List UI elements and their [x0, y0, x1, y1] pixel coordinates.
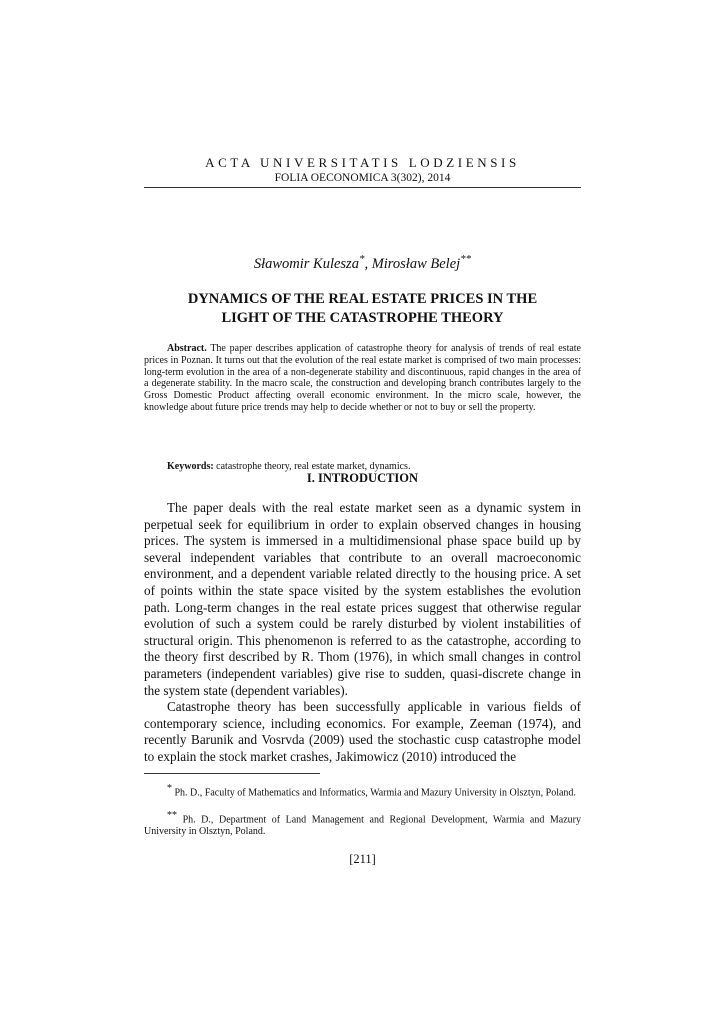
- abstract-label: Abstract.: [167, 343, 207, 354]
- footnote-rule: [144, 773, 320, 774]
- keywords-text: catastrophe theory, real estate market, dynamics.: [213, 461, 411, 472]
- section-heading: I. INTRODUCTION: [306, 471, 419, 485]
- header-rule: [144, 187, 581, 188]
- author-2-mark: **: [460, 253, 472, 265]
- title-line-1: DYNAMICS OF THE REAL ESTATE PRICES IN THE: [187, 291, 538, 307]
- title-line-2: LIGHT OF THE CATASTROPHE THEORY: [221, 310, 504, 326]
- paper-title: [144, 290, 581, 328]
- footnote-1-mark: *: [167, 783, 172, 794]
- keywords-label: Keywords:: [167, 461, 214, 472]
- journal-name: ACTA UNIVERSITATIS LODZIENSIS: [205, 155, 520, 170]
- footnote-2: [144, 810, 581, 838]
- author-1: Sławomir Kulesza: [253, 255, 359, 272]
- footnote-2-text: Ph. D., Department of Land Management and Regional Development, Warmia and Mazury University in Olsztyn, Poland.: [144, 814, 581, 838]
- footnote-1-text: Ph. D., Faculty of Mathematics and Informatics, Warmia and Mazury University in Olsztyn, Poland.: [172, 787, 576, 799]
- body-text: [144, 500, 581, 766]
- body-paragraph-2: Catastrophe theory has been successfully applicable in various fields of contemporary science, including economics. For example, Zeeman (1974), and recently Barunik and Vosrvda (2009) used the stochastic cusp catastrophe model to explain the stock market crashes, Jakimowicz (2010) introduced the: [144, 699, 581, 764]
- abstract-text: The paper describes application of catastrophe theory for analysis of trends of real estate prices in Poznan. It turns out that the evolution of the real estate market is comprised of two main processes: long-term evolution in the area of a non-degenerate stability and discontinuous, rapid changes in the area of a degenerate stability. In the macro scale, the construction and developing branch contributes largely to the Gross Domestic Product affecting overall economic environment. In the micro scale, however, the knowledge about future price trends may help to decide whether or not to buy or sell the property.: [144, 343, 581, 413]
- author-separator: ,: [364, 255, 372, 272]
- page-number: [211]: [349, 852, 376, 866]
- abstract: [144, 343, 581, 414]
- body-paragraph-1: The paper deals with the real estate market seen as a dynamic system in perpetual seek for equilibrium in order to explain observed changes in housing prices. The system is immersed in a multidimensional phase space build up by several independent variables that contribute to an overall macroeconomic environment, and a dependent variable related directly to the housing price. A set of points within the state space visited by the system establishes the evolution path. Long-term changes in the real estate prices suggest that otherwise regular evolution of such a system could be rarely disturbed by violent instabilities of structural origin. This phenomenon is referred to as the catastrophe, according to the theory first described by R. Thom (1976), in which small changes in control parameters (independent variables) give rise to sudden, quasi-discrete change in the system state (dependent variables).: [144, 500, 581, 698]
- footnote-2-mark: **: [167, 810, 177, 821]
- author-1-mark: *: [358, 253, 365, 265]
- author-2: Mirosław Belej: [371, 255, 461, 272]
- author-line: [144, 253, 581, 273]
- footnote-1: [144, 783, 581, 799]
- journal-issue: FOLIA OECONOMICA 3(302), 2014: [274, 172, 451, 184]
